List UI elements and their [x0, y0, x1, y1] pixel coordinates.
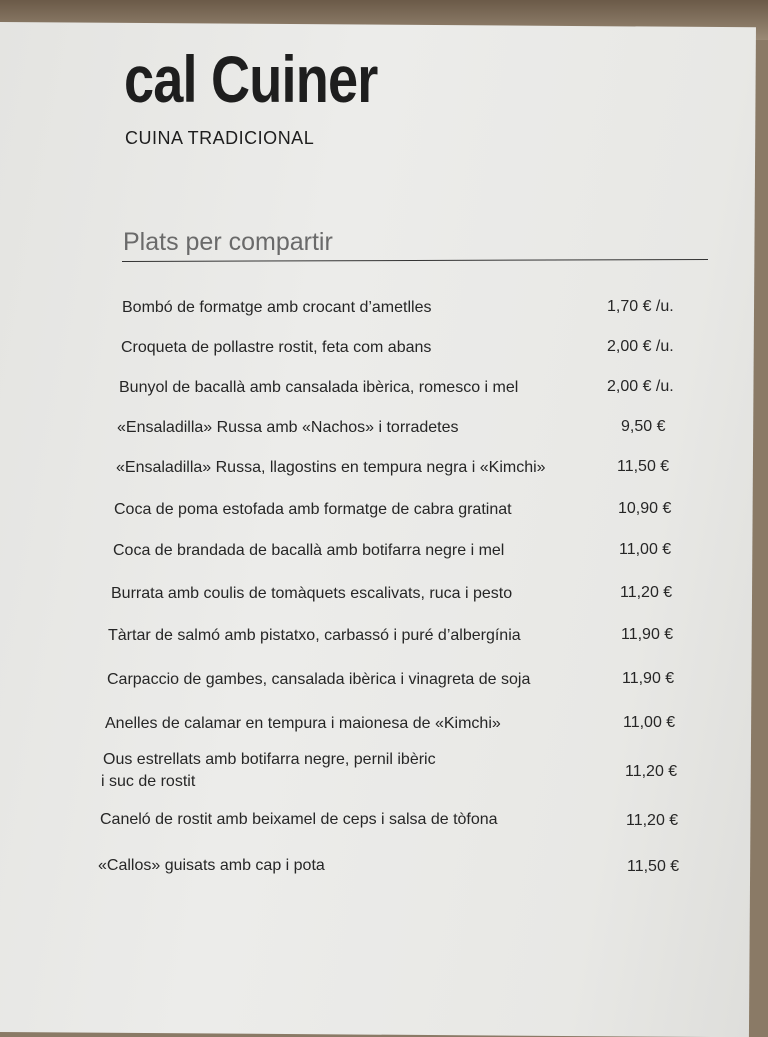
section-title: Plats per compartir	[123, 228, 333, 256]
menu-item-name: «Ensaladilla» Russa amb «Nachos» i torradetes	[117, 419, 459, 436]
menu-item-price: 11,20 €	[620, 584, 673, 601]
menu-item-name: Carpaccio de gambes, cansalada ibèrica i vinagreta de soja	[107, 671, 531, 688]
menu-item-price: 1,70 € /u.	[607, 298, 674, 315]
menu-item-price: 11,00 €	[619, 541, 672, 558]
menu-item-price: 11,90 €	[622, 670, 675, 687]
menu-item-name-continued: i suc de rostit	[101, 773, 196, 790]
menu-item-name: Croqueta de pollastre rostit, feta com abans	[121, 339, 432, 356]
menu-item-price: 9,50 €	[621, 418, 666, 435]
menu-item-name: Anelles de calamar en tempura i maionesa de «Kimchi»	[105, 715, 501, 732]
menu-item-name: «Ensaladilla» Russa, llagostins en tempura negra i «Kimchi»	[116, 459, 546, 476]
menu-item-price: 11,00 €	[623, 714, 676, 731]
menu-item-price: 2,00 € /u.	[607, 338, 674, 355]
menu-item-name: Ous estrellats amb botifarra negre, pernil ibèric	[103, 751, 436, 768]
menu-item-price: 11,50 €	[627, 858, 680, 875]
menu-item-price: 11,50 €	[617, 458, 670, 475]
menu-item-price: 2,00 € /u.	[607, 378, 674, 395]
restaurant-tagline: CUINA TRADICIONAL	[125, 128, 315, 148]
menu-item-price: 11,20 €	[625, 763, 678, 780]
menu-item-price: 11,20 €	[626, 812, 679, 829]
menu-item-name: Burrata amb coulis de tomàquets escalivats, ruca i pesto	[111, 585, 513, 602]
menu-item-name: Bunyol de bacallà amb cansalada ibèrica, romesco i mel	[119, 379, 519, 396]
menu-item-name: Coca de poma estofada amb formatge de cabra gratinat	[114, 501, 512, 518]
menu-item-name: Coca de brandada de bacallà amb botifarra negre i mel	[113, 542, 505, 559]
menu-item-name: «Callos» guisats amb cap i pota	[98, 857, 325, 874]
menu-item-name: Caneló de rostit amb beixamel de ceps i salsa de tòfona	[100, 811, 498, 828]
restaurant-logo: cal Cuiner	[124, 42, 378, 116]
menu-item-name: Bombó de formatge amb crocant d’ametlles	[122, 299, 432, 316]
menu-item-price: 11,90 €	[621, 626, 674, 643]
menu-sheet	[0, 22, 756, 1037]
menu-item-price: 10,90 €	[618, 500, 672, 517]
menu-item-name: Tàrtar de salmó amb pistatxo, carbassó i puré d’albergínia	[108, 627, 521, 644]
